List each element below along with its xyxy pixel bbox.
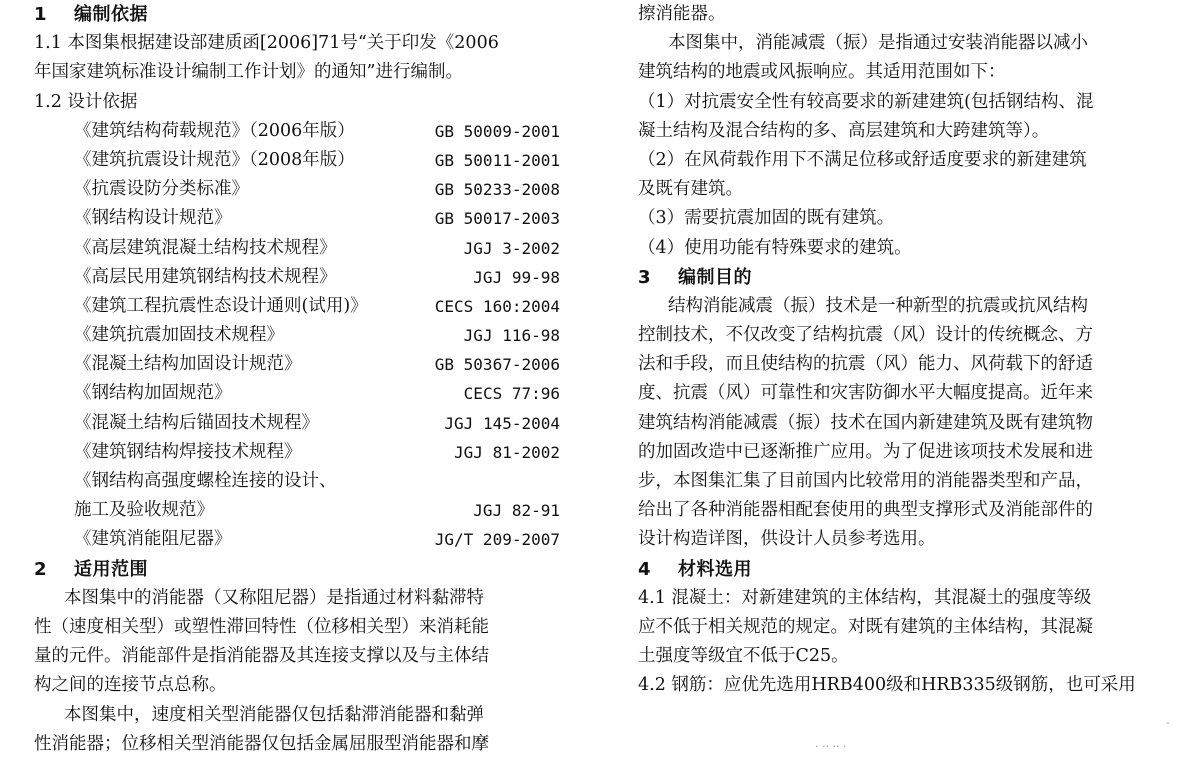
paragraph-line: 4.1 混凝土：对新建建筑的主体结构，其混凝土的强度等级 bbox=[638, 587, 1092, 608]
left-column bbox=[34, 0, 564, 759]
section-3-heading bbox=[638, 263, 1172, 292]
paragraph-line: 4.2 钢筋：应优先选用HRB400级和HRB335级钢筋，也可采用 bbox=[638, 675, 1136, 696]
reference-code: JGJ 3-2002 bbox=[463, 238, 560, 258]
paragraph-line: 本图集中，消能减震（振）是指通过安装消能器以减小 bbox=[668, 33, 1088, 54]
paragraph-line: 年国家建筑标准设计编制工作计划》的通知”进行编制。 bbox=[34, 62, 463, 83]
paragraph-line: 量的元件。消能部件是指消能器及其连接支撑以及与主体结 bbox=[34, 646, 489, 667]
paragraph-line: 性消能器；位移相关型消能器仅包括金属屈服型消能器和摩 bbox=[34, 733, 489, 754]
paragraph-line: 应不低于相关规范的规定。对既有建筑的主体结构，其混凝 bbox=[638, 616, 1093, 637]
paragraph-line: 度、抗震（风）可靠性和灾害防御水平大幅度提高。近年来 bbox=[638, 383, 1093, 404]
paragraph-line: 步，本图集汇集了目前国内比较常用的消能器类型和产品， bbox=[638, 471, 1093, 491]
section-title: 适用范围 bbox=[74, 558, 148, 580]
reference-name: 《混凝土结构加固设计规范》 bbox=[74, 354, 302, 375]
reference-name: 《建筑结构荷载规范》（2006年版） bbox=[74, 120, 355, 141]
reference-name: 《高层民用建筑钢结构技术规程》 bbox=[74, 266, 337, 287]
reference-code: JGJ 81-2002 bbox=[454, 442, 560, 462]
scope-item: 及既有建筑。 bbox=[638, 179, 743, 200]
reference-item bbox=[34, 234, 564, 263]
reference-code: GB 50009-2001 bbox=[434, 121, 560, 141]
section-2-heading bbox=[34, 555, 564, 584]
reference-item bbox=[34, 117, 564, 146]
reference-code: GB 50233-2008 bbox=[434, 180, 560, 200]
reference-name: 《建筑工程抗震性态设计通则(试用)》 bbox=[74, 295, 368, 316]
reference-name: 《钢结构设计规范》 bbox=[74, 208, 232, 229]
section-title: 材料选用 bbox=[678, 558, 752, 580]
reference-name: 《钢结构高强度螺栓连接的设计、 bbox=[74, 471, 337, 491]
section-number: 1 bbox=[34, 4, 48, 25]
reference-name: 《建筑钢结构焊接技术规程》 bbox=[74, 441, 302, 462]
reference-item bbox=[34, 263, 564, 292]
reference-item bbox=[34, 409, 564, 438]
paragraph-line: 本图集中的消能器（又称阻尼器）是指通过材料黏滞特 bbox=[64, 587, 484, 608]
reference-code: JGJ 116-98 bbox=[463, 326, 560, 346]
reference-item bbox=[34, 204, 564, 233]
reference-item bbox=[34, 525, 564, 554]
paragraph-line: 控制技术，不仅改变了结构抗震（风）设计的传统概念、方 bbox=[638, 325, 1093, 346]
paragraph-line: 本图集中，速度相关型消能器仅包括黏滞消能器和黏弹 bbox=[64, 704, 484, 725]
reference-code: GB 50367-2006 bbox=[434, 355, 560, 375]
paragraph-line: 土强度等级宜不低于C25。 bbox=[638, 646, 849, 667]
paragraph-line: 1.1 本图集根据建设部建质函[2006]71号“关于印发《2006 bbox=[34, 33, 499, 54]
subsection-heading: 1.2 设计依据 bbox=[34, 91, 138, 112]
paragraph-line: 的加固改造中已逐渐推广应用。为了促进该项技术发展和进 bbox=[638, 441, 1093, 462]
reference-code: CECS 160:2004 bbox=[434, 296, 560, 316]
reference-item bbox=[34, 321, 564, 350]
scope-item: （2）在风荷载作用下不满足位移或舒适度要求的新建建筑 bbox=[638, 149, 1087, 170]
reference-item bbox=[34, 350, 564, 379]
scope-item: （1）对抗震安全性有较高要求的新建建筑(包括钢结构、混 bbox=[638, 91, 1094, 112]
paragraph-line: 给出了各种消能器相配套使用的典型支撑形式及消能部件的 bbox=[638, 500, 1093, 521]
section-title: 编制目的 bbox=[678, 266, 752, 288]
reference-name: 《抗震设防分类标准》 bbox=[74, 179, 249, 200]
section-title: 编制依据 bbox=[74, 4, 148, 25]
paragraph-line: 建筑结构消能减震（振）技术在国内新建建筑及既有建筑物 bbox=[638, 412, 1093, 433]
paragraph-line: 建筑结构的地震或风振响应。其适用范围如下： bbox=[638, 62, 1006, 83]
reference-name: 施工及验收规范》 bbox=[74, 500, 214, 521]
reference-code: JG/T 209-2007 bbox=[434, 530, 560, 550]
reference-name: 《钢结构加固规范》 bbox=[74, 383, 232, 404]
scan-artifact: · ·· ·· · bbox=[815, 740, 847, 753]
paragraph-line: 结构消能减震（振）技术是一种新型的抗震或抗风结构 bbox=[668, 295, 1088, 316]
reference-code: GB 50011-2001 bbox=[434, 150, 560, 170]
reference-name: 《混凝土结构后锚固技术规程》 bbox=[74, 412, 319, 433]
section-1-heading bbox=[34, 0, 564, 29]
reference-name: 《建筑消能阻尼器》 bbox=[74, 529, 232, 550]
reference-name: 《建筑抗震加固技术规程》 bbox=[74, 325, 284, 346]
paragraph-line: 性（速度相关型）或塑性滞回特性（位移相关型）来消耗能 bbox=[34, 616, 489, 637]
scope-item: 凝土结构及混合结构的多、高层建筑和大跨建筑等）。 bbox=[638, 120, 1050, 141]
section-4-heading bbox=[638, 555, 1172, 584]
reference-item bbox=[34, 496, 564, 525]
section-number: 4 bbox=[638, 558, 652, 580]
reference-item bbox=[34, 175, 564, 204]
reference-code: JGJ 99-98 bbox=[473, 267, 560, 287]
reference-code: GB 50017-2003 bbox=[434, 209, 560, 229]
reference-item bbox=[34, 379, 564, 408]
paragraph-line: 设计构造详图，供设计人员参考选用。 bbox=[638, 529, 936, 550]
reference-name: 《建筑抗震设计规范》（2008年版） bbox=[74, 149, 355, 170]
reference-item bbox=[34, 467, 564, 496]
reference-item bbox=[34, 146, 564, 175]
paragraph-line: 法和手段，而且使结构的抗震（风）能力、风荷载下的舒适 bbox=[638, 354, 1093, 375]
section-number: 2 bbox=[34, 558, 48, 580]
scan-artifact: - bbox=[1166, 716, 1170, 729]
reference-item bbox=[34, 438, 564, 467]
reference-code: CECS 77:96 bbox=[463, 384, 560, 404]
paragraph-line: 构之间的连接节点总称。 bbox=[34, 675, 227, 696]
reference-code: JGJ 82-91 bbox=[473, 501, 560, 521]
scope-item: （3）需要抗震加固的既有建筑。 bbox=[638, 208, 895, 229]
right-column bbox=[638, 0, 1172, 701]
section-number: 3 bbox=[638, 266, 652, 288]
reference-code: JGJ 145-2004 bbox=[444, 413, 560, 433]
paragraph-line: 擦消能器。 bbox=[638, 4, 726, 24]
reference-item bbox=[34, 292, 564, 321]
reference-name: 《高层建筑混凝土结构技术规程》 bbox=[74, 237, 337, 258]
scope-item: （4）使用功能有特殊要求的建筑。 bbox=[638, 237, 912, 258]
